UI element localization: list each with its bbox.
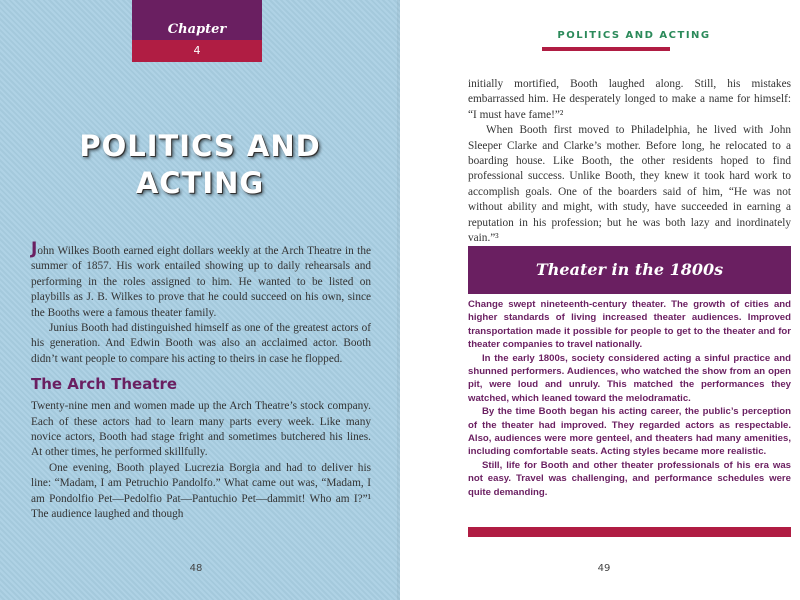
right-paragraph-2: When Booth first moved to Philadelphia, he lived with John Sleeper Clarke and Clarke’s mother. Before long, he relocated to a boarding house. Like Booth, the other residents hoped to find professional success. Unlike Booth, they knew it took hard work to accomplish goals. One of the boarders said of him, “He was not without ability and might, with study, have succeeded in earning a reputation in his profession; but he was both lazy and inordinately vain.”³ bbox=[468, 124, 791, 245]
running-head: POLITICS AND ACTING bbox=[557, 30, 711, 41]
paragraph-3: Twenty-nine men and women made up the Arch Theatre’s stock company. Each of these actors had to learn many parts every week. Like many novice actors, Booth had stage fright and sometimes butchered his lines. At other times, he performed skillfully. bbox=[31, 400, 371, 459]
right-body-text bbox=[468, 77, 791, 246]
sidebar-paragraph-2: In the early 1800s, society considered acting a sinful practice and shunned performers. Audiences, who watched the show from an open pit, were loud and unruly. This matched the performances they watched, which leaned toward the melodramatic. bbox=[468, 352, 791, 404]
intro-text: ohn Wilkes Booth earned eight dollars weekly at the Arch Theatre in the summer of 1857. His work entailed showing up to daily rehearsals and performing in the roles assigned to him. He wanted to be listed on playbills as J. B. Wilkes to prove that he could succeed on his own, since the Booths were a famous theater family. bbox=[31, 245, 371, 319]
chapter-label: Chapter bbox=[132, 0, 262, 40]
sidebar-body bbox=[468, 298, 791, 499]
chapter-badge bbox=[132, 0, 262, 62]
chapter-number: 4 bbox=[132, 40, 262, 62]
paragraph-4: One evening, Booth played Lucrezia Borgia and had to deliver his line: “Madam, I am Petruchio Pandolfo.” What came out was, “Madam, I am Pondolfio Pet—Pedolfio Pat—Pantuchio Pet—dammit! Who am I?”¹ The audience laughed and though bbox=[31, 461, 371, 521]
drop-cap: J bbox=[31, 239, 38, 259]
page-number-left: 48 bbox=[189, 563, 203, 574]
sidebar-paragraph-3: By the time Booth began his acting career, the public’s perception of the theater had improved. They regarded actors as respectable. Also, audiences were more genteel, and theaters had many amenities, including comfortable seats. Acting styles became more realistic. bbox=[468, 406, 791, 458]
paragraph-2: Junius Booth had distinguished himself as one of the greatest actors of his generation. And Edwin Booth was also an acclaimed actor. Booth didn’t want people to compare his acting to theirs in case he flopped. bbox=[31, 322, 371, 365]
sidebar-bottom-rule bbox=[468, 527, 791, 537]
sidebar-paragraph-4: Still, life for Booth and other theater professionals of his era was not easy. Travel was challenging, and performance schedules were quite demanding. bbox=[468, 459, 791, 498]
page-number-right: 49 bbox=[597, 563, 611, 574]
running-head-rule bbox=[542, 47, 670, 51]
sidebar-paragraph-1: Change swept nineteenth-century theater. The growth of cities and higher standards of living increased theater audiences. Improved transportation made it possible for people to get to the theater and for theater companies to travel nationally. bbox=[468, 299, 791, 351]
section-heading: The Arch Theatre bbox=[31, 375, 178, 394]
left-body-text bbox=[31, 239, 371, 523]
right-paragraph-1: initially mortified, Booth laughed along. Still, his mistakes embarrassed him. He desperately longed to make a name for himself: “I must have fame!”² bbox=[468, 78, 791, 121]
intro-paragraph bbox=[31, 239, 371, 321]
sidebar-title: Theater in the 1800s bbox=[468, 246, 791, 294]
chapter-title: POLITICS AND ACTING bbox=[79, 129, 321, 200]
